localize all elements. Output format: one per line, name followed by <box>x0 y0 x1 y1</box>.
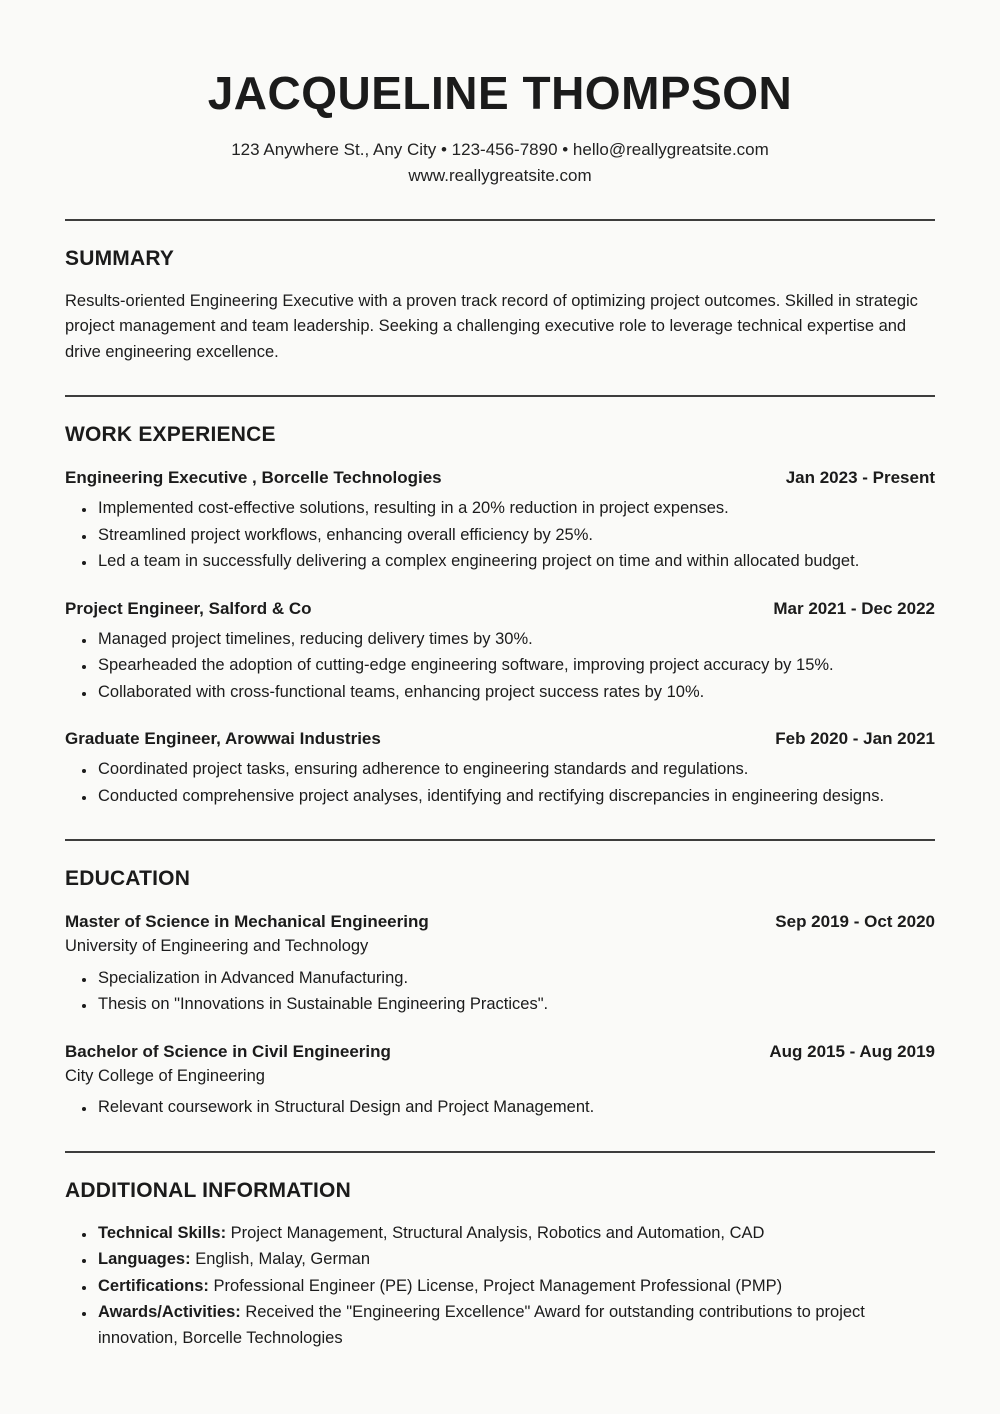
website-url: www.reallygreatsite.com <box>408 165 592 185</box>
job-title: Engineering Executive , Borcelle Technologies <box>65 468 442 488</box>
job-entry <box>65 726 935 809</box>
job-bullet: • Conducted comprehensive project analyses, identifying and rectifying discrepancies in engineering designs. <box>96 784 935 810</box>
degree-dates: Aug 2015 - Aug 2019 <box>769 1041 935 1061</box>
job-bullet-list <box>65 627 935 706</box>
summary-section <box>65 247 935 366</box>
job-header-row <box>65 465 935 490</box>
job-entry <box>65 465 935 575</box>
summary-heading: SUMMARY <box>65 246 175 270</box>
job-header-row <box>65 596 935 621</box>
additional-info-list <box>65 1221 935 1352</box>
degree-title: Master of Science in Mechanical Engineering <box>65 912 429 932</box>
job-bullet-list <box>65 757 935 809</box>
info-text: Received the "Engineering Excellence" Award for outstanding contributions to project innovation, Borcelle Technologies <box>98 1303 865 1347</box>
divider <box>65 839 935 841</box>
contact-line: 123 Anywhere St., Any City • 123-456-7890 • hello@reallygreatsite.com <box>231 139 769 159</box>
job-header-row <box>65 726 935 751</box>
job-bullet-list <box>65 496 935 575</box>
candidate-name: JACQUELINE THOMPSON <box>207 67 793 119</box>
info-text: Project Management, Structural Analysis, Robotics and Automation, CAD <box>226 1223 765 1242</box>
additional-information-heading: ADDITIONAL INFORMATION <box>65 1178 351 1202</box>
additional-info-item <box>96 1274 935 1300</box>
job-bullet: • Collaborated with cross-functional teams, enhancing project success rates by 10%. <box>96 680 935 706</box>
info-text: English, Malay, German <box>190 1250 371 1269</box>
summary-text: Results-oriented Engineering Executive with a proven track record of optimizing project outcomes. Skilled in strategic project management and team leadership. Seeking a challenging executive role to leverage technical expertise and drive engineering excellence. <box>65 291 918 361</box>
degree-entry <box>65 909 935 1018</box>
info-label: Technical Skills: <box>98 1223 227 1242</box>
additional-info-item <box>96 1247 935 1273</box>
education-heading: EDUCATION <box>65 867 191 891</box>
degree-header-row <box>65 909 935 934</box>
info-label: Certifications: <box>98 1276 209 1295</box>
degree-bullet-list <box>65 1095 935 1121</box>
info-text: Professional Engineer (PE) License, Project Management Professional (PMP) <box>208 1276 783 1295</box>
work-experience-section <box>65 423 935 809</box>
degree-school: University of Engineering and Technology <box>65 937 369 956</box>
divider <box>65 219 935 221</box>
additional-information-section <box>65 1179 935 1352</box>
degree-school: City College of Engineering <box>65 1066 265 1085</box>
degree-bullet: • Thesis on "Innovations in Sustainable Engineering Practices". <box>96 992 935 1018</box>
degree-title: Bachelor of Science in Civil Engineering <box>65 1041 391 1061</box>
degree-entry <box>65 1039 935 1121</box>
job-bullet: • Spearheaded the adoption of cutting-edge engineering software, improving project accuracy by 15%. <box>96 653 935 679</box>
work-experience-heading: WORK EXPERIENCE <box>65 423 276 447</box>
job-entry <box>65 596 935 706</box>
divider <box>65 1151 935 1153</box>
job-dates: Mar 2021 - Dec 2022 <box>773 598 935 618</box>
job-dates: Jan 2023 - Present <box>785 468 935 488</box>
job-title: Graduate Engineer, Arowwai Industries <box>65 729 381 749</box>
info-label: Awards/Activities: <box>98 1303 241 1322</box>
degree-bullet: • Specialization in Advanced Manufacturing. <box>96 966 935 992</box>
job-bullet: • Coordinated project tasks, ensuring adherence to engineering standards and regulations. <box>96 757 935 783</box>
job-dates: Feb 2020 - Jan 2021 <box>775 729 935 749</box>
degree-bullet: • Relevant coursework in Structural Design and Project Management. <box>96 1095 935 1121</box>
job-bullet: • Streamlined project workflows, enhancing overall efficiency by 25%. <box>96 523 935 549</box>
additional-info-item <box>96 1300 935 1351</box>
additional-info-item <box>96 1221 935 1247</box>
job-bullet: • Implemented cost-effective solutions, resulting in a 20% reduction in project expenses. <box>96 496 935 522</box>
degree-header-row <box>65 1039 935 1064</box>
job-bullet: • Led a team in successfully delivering a complex engineering project on time and within allocated budget. <box>96 549 935 575</box>
divider <box>65 395 935 397</box>
degree-bullet-list <box>65 966 935 1018</box>
job-bullet: • Managed project timelines, reducing delivery times by 30%. <box>96 627 935 653</box>
degree-dates: Sep 2019 - Oct 2020 <box>775 912 935 932</box>
info-label: Languages: <box>98 1250 191 1269</box>
resume-header <box>65 68 935 189</box>
job-title: Project Engineer, Salford & Co <box>65 598 312 618</box>
education-section <box>65 867 935 1121</box>
